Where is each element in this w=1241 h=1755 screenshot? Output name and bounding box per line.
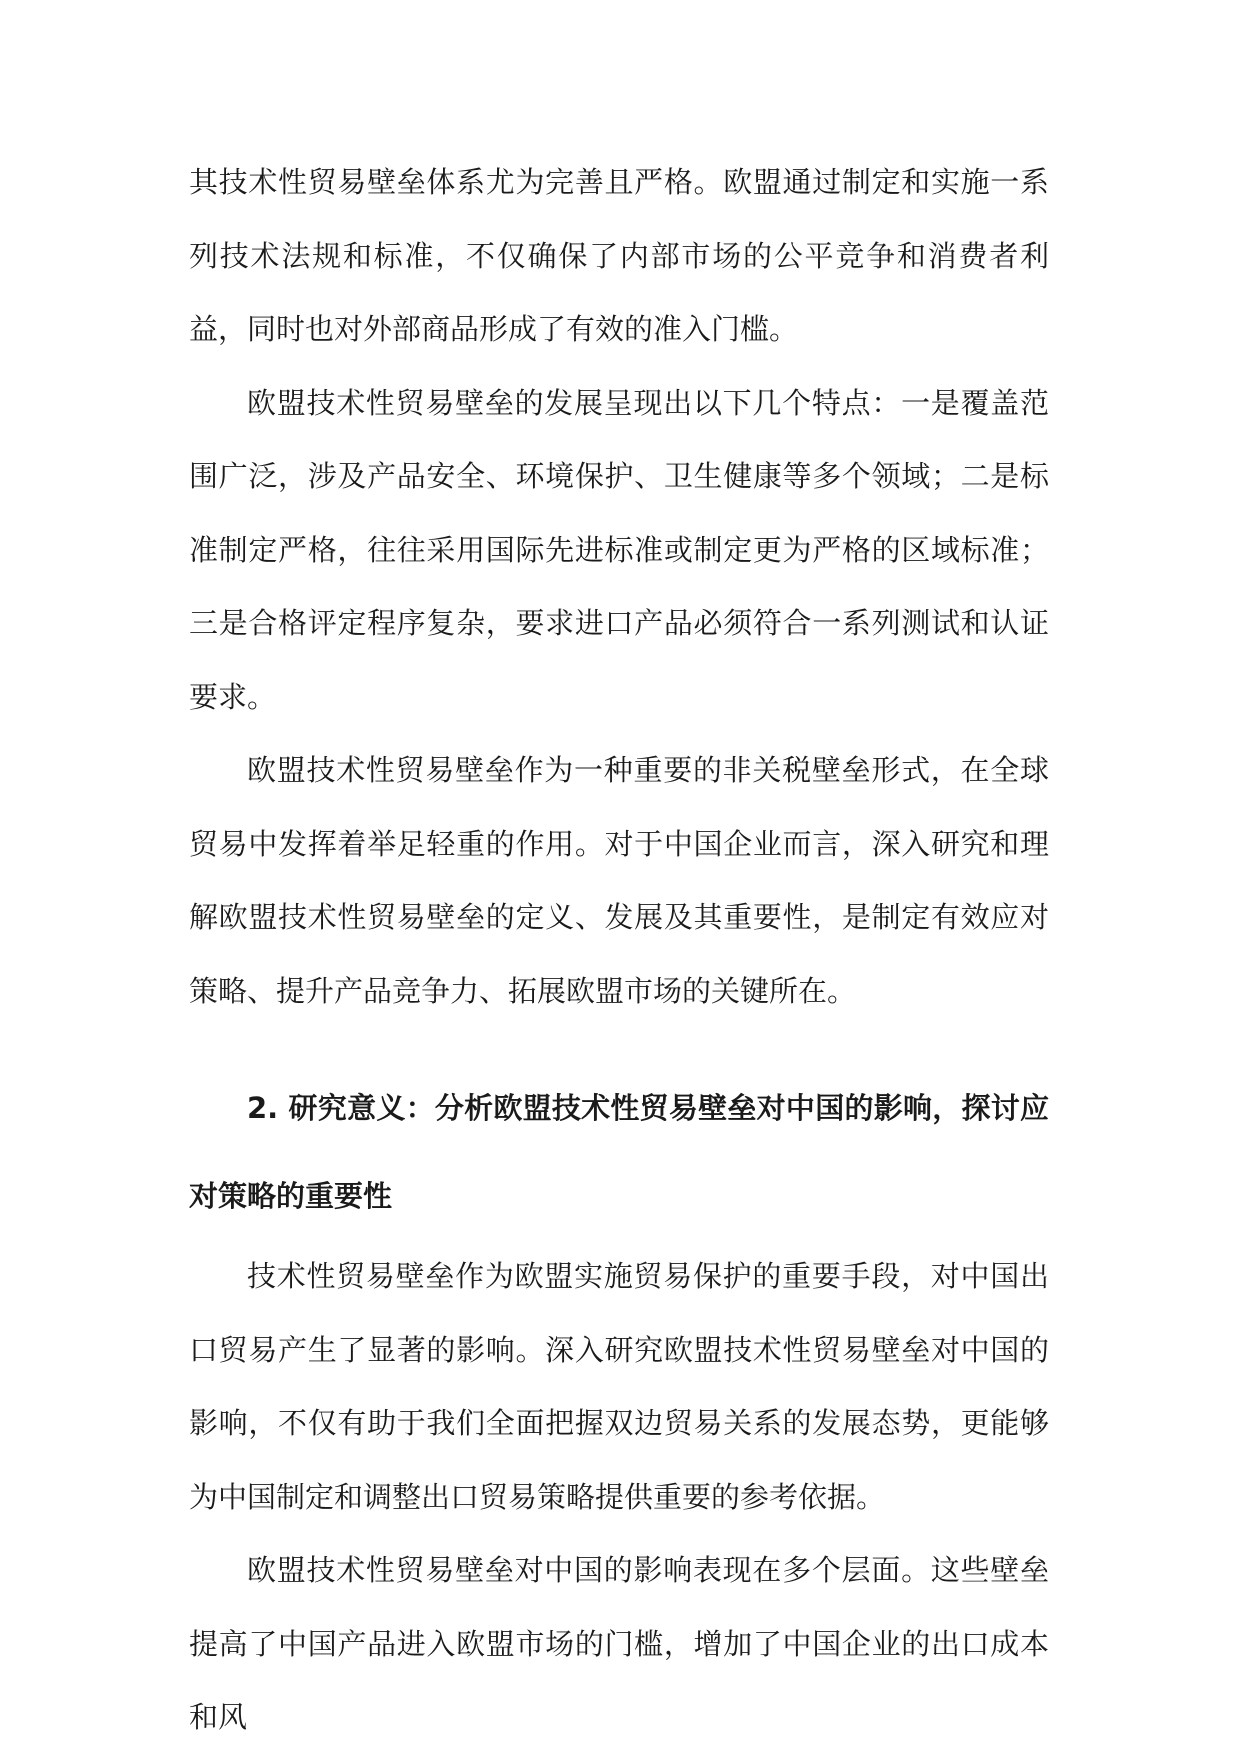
paragraph-impact: 欧盟技术性贸易壁垒对中国的影响表现在多个层面。这些壁垒提高了中国产品进入欧盟市场的门槛，增加了中国企业的出口成本和风 <box>189 1553 1049 1734</box>
section-heading: 2. 研究意义：分析欧盟技术性贸易壁垒对中国的影响，探讨应对策略的重要性 <box>189 1091 1049 1213</box>
paragraph-importance: 欧盟技术性贸易壁垒作为一种重要的非关税壁垒形式，在全球贸易中发挥着举足轻重的作用。对于中国企业而言，深入研究和理解欧盟技术性贸易壁垒的定义、发展及其重要性，是制定有效应对策略、提升产品竞争力、拓展欧盟市场的关键所在。 <box>189 753 1049 1008</box>
document-body <box>189 146 1049 1755</box>
section-spacer <box>189 1028 1049 1064</box>
paragraph-significance: 技术性贸易壁垒作为欧盟实施贸易保护的重要手段，对中国出口贸易产生了显著的影响。深入研究欧盟技术性贸易壁垒对中国的影响，不仅有助于我们全面把握双边贸易关系的发展态势，更能够为中国制定和调整出口贸易策略提供重要的参考依据。 <box>189 1259 1049 1514</box>
paragraph-features: 欧盟技术性贸易壁垒的发展呈现出以下几个特点：一是覆盖范围广泛，涉及产品安全、环境保护、卫生健康等多个领域；二是标准制定严格，往往采用国际先进标准或制定更为严格的区域标准；三是合格评定程序复杂，要求进口产品必须符合一系列测试和认证要求。 <box>189 385 1049 714</box>
paragraph-continuation: 其技术性贸易壁垒体系尤为完善且严格。欧盟通过制定和实施一系列技术法规和标准，不仅确保了内部市场的公平竞争和消费者利益，同时也对外部商品形成了有效的准入门槛。 <box>189 165 1049 346</box>
